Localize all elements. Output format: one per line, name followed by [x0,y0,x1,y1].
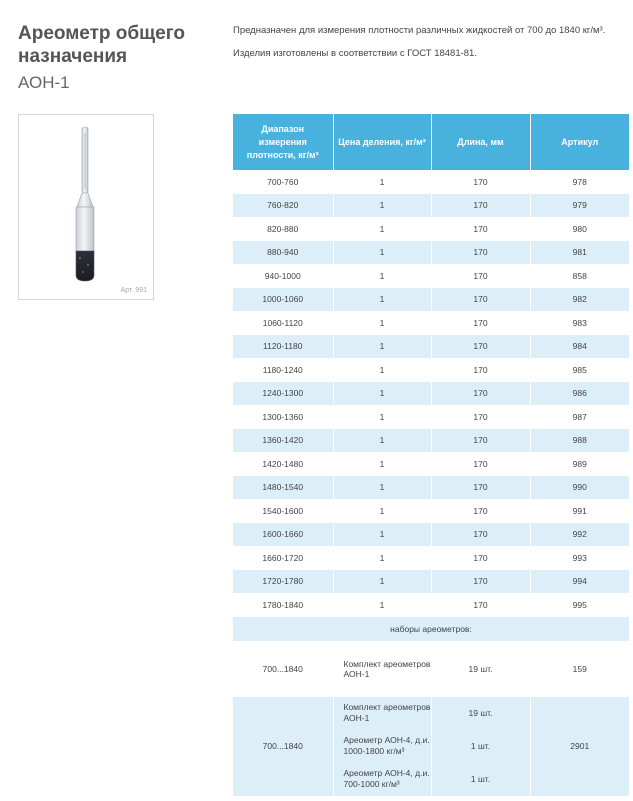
hydrometer-image [19,115,153,299]
table-row [233,358,629,382]
cell-article: 989 [530,452,629,476]
cell-length: 170 [431,217,530,241]
cell-length: 170 [431,593,530,617]
cell-range: 1120-1180 [233,335,333,359]
set2-item-name: Комплект ареометров АОН-1 [343,702,431,723]
table-row [233,499,629,523]
set-row-1 [233,641,629,697]
cell-range: 880-940 [233,241,333,265]
set2-names [333,697,431,796]
cell-article: 980 [530,217,629,241]
cell-article: 979 [530,194,629,218]
cell-division: 1 [333,452,431,476]
table-row [233,170,629,194]
cell-length: 170 [431,570,530,594]
table-row [233,264,629,288]
table-row [233,217,629,241]
set2-qtys [431,697,530,796]
set2-item-qty: 1 шт. [470,741,491,751]
set2-item-qty: 19 шт. [468,708,493,718]
cell-length: 170 [431,288,530,312]
set2-item-qty: 1 шт. [470,774,491,784]
cell-article: 994 [530,570,629,594]
cell-article: 983 [530,311,629,335]
header-article: Артикул [530,114,629,170]
set1-article: 159 [530,641,629,697]
cell-length: 170 [431,405,530,429]
cell-range: 1600-1660 [233,523,333,547]
cell-division: 1 [333,194,431,218]
header-length: Длина, мм [431,114,530,170]
sets-label-row [233,617,629,641]
cell-article: 981 [530,241,629,265]
cell-length: 170 [431,499,530,523]
cell-division: 1 [333,335,431,359]
set-row-2 [233,697,629,796]
table-row [233,476,629,500]
cell-article: 986 [530,382,629,406]
table-row [233,523,629,547]
table-row [233,546,629,570]
cell-range: 940-1000 [233,264,333,288]
table-row [233,405,629,429]
cell-length: 170 [431,523,530,547]
cell-length: 170 [431,476,530,500]
table-row [233,288,629,312]
cell-article: 993 [530,546,629,570]
cell-article: 995 [530,593,629,617]
cell-length: 170 [431,241,530,265]
cell-range: 1180-1240 [233,358,333,382]
cell-article: 985 [530,358,629,382]
cell-division: 1 [333,170,431,194]
cell-range: 1480-1540 [233,476,333,500]
cell-division: 1 [333,241,431,265]
sets-label: наборы ареометров: [233,617,629,641]
description-line-1: Предназначен для измерения плотности различных жидкостей от 700 до 1840 кг/м³. [233,25,606,36]
cell-division: 1 [333,264,431,288]
table-row [233,194,629,218]
cell-length: 170 [431,358,530,382]
table-row [233,382,629,406]
table-header-row [233,114,629,170]
cell-length: 170 [431,429,530,453]
table-row [233,452,629,476]
cell-division: 1 [333,405,431,429]
cell-range: 820-880 [233,217,333,241]
set2-range: 700...1840 [233,697,333,796]
cell-article: 984 [530,335,629,359]
cell-division: 1 [333,523,431,547]
cell-length: 170 [431,335,530,359]
cell-article: 991 [530,499,629,523]
table-body [233,170,629,617]
cell-length: 170 [431,546,530,570]
cell-length: 170 [431,170,530,194]
table-row [233,241,629,265]
spec-table [233,114,629,796]
page-title: Ареометр общего назначения [18,23,186,67]
description-line-2: Изделия изготовлены в соответствии с ГОСТ 18481-81. [233,48,477,59]
set1-qty: 19 шт. [431,641,530,697]
product-photo [18,114,154,300]
cell-length: 170 [431,264,530,288]
cell-range: 1420-1480 [233,452,333,476]
cell-range: 700-760 [233,170,333,194]
cell-division: 1 [333,382,431,406]
cell-division: 1 [333,311,431,335]
set2-item-name: Ареометр АОН-4, д.и. 1000-1800 кг/м³ [343,735,430,756]
cell-length: 170 [431,311,530,335]
cell-range: 760-820 [233,194,333,218]
article-label: Арт. 991 [120,287,147,294]
cell-article: 987 [530,405,629,429]
table-row [233,570,629,594]
set2-article: 2901 [530,697,629,796]
cell-division: 1 [333,288,431,312]
table-row [233,429,629,453]
cell-division: 1 [333,429,431,453]
cell-range: 1000-1060 [233,288,333,312]
cell-length: 170 [431,452,530,476]
cell-article: 992 [530,523,629,547]
cell-range: 1240-1300 [233,382,333,406]
cell-article: 978 [530,170,629,194]
header-range: Диапазон измерения плотности, кг/м³ [233,114,333,170]
cell-range: 1300-1360 [233,405,333,429]
cell-range: 1540-1600 [233,499,333,523]
set2-item-name: Ареометр АОН-4, д.и. 700-1000 кг/м³ [343,768,430,789]
cell-article: 990 [530,476,629,500]
table-row [233,311,629,335]
table-row [233,593,629,617]
cell-length: 170 [431,194,530,218]
cell-article: 982 [530,288,629,312]
cell-division: 1 [333,476,431,500]
cell-range: 1720-1780 [233,570,333,594]
cell-article: 988 [530,429,629,453]
cell-division: 1 [333,358,431,382]
cell-range: 1660-1720 [233,546,333,570]
set1-range: 700...1840 [233,641,333,697]
model-name: АОН-1 [18,73,70,92]
cell-range: 1060-1120 [233,311,333,335]
cell-division: 1 [333,593,431,617]
set1-name: Комплект ареометров АОН-1 [333,641,431,697]
cell-division: 1 [333,499,431,523]
sets-body [233,617,629,796]
table-row [233,335,629,359]
cell-article: 858 [530,264,629,288]
cell-division: 1 [333,546,431,570]
cell-range: 1780-1840 [233,593,333,617]
cell-length: 170 [431,382,530,406]
cell-range: 1360-1420 [233,429,333,453]
description [233,24,623,70]
cell-division: 1 [333,217,431,241]
header-division: Цена деления, кг/м³ [333,114,431,170]
cell-division: 1 [333,570,431,594]
